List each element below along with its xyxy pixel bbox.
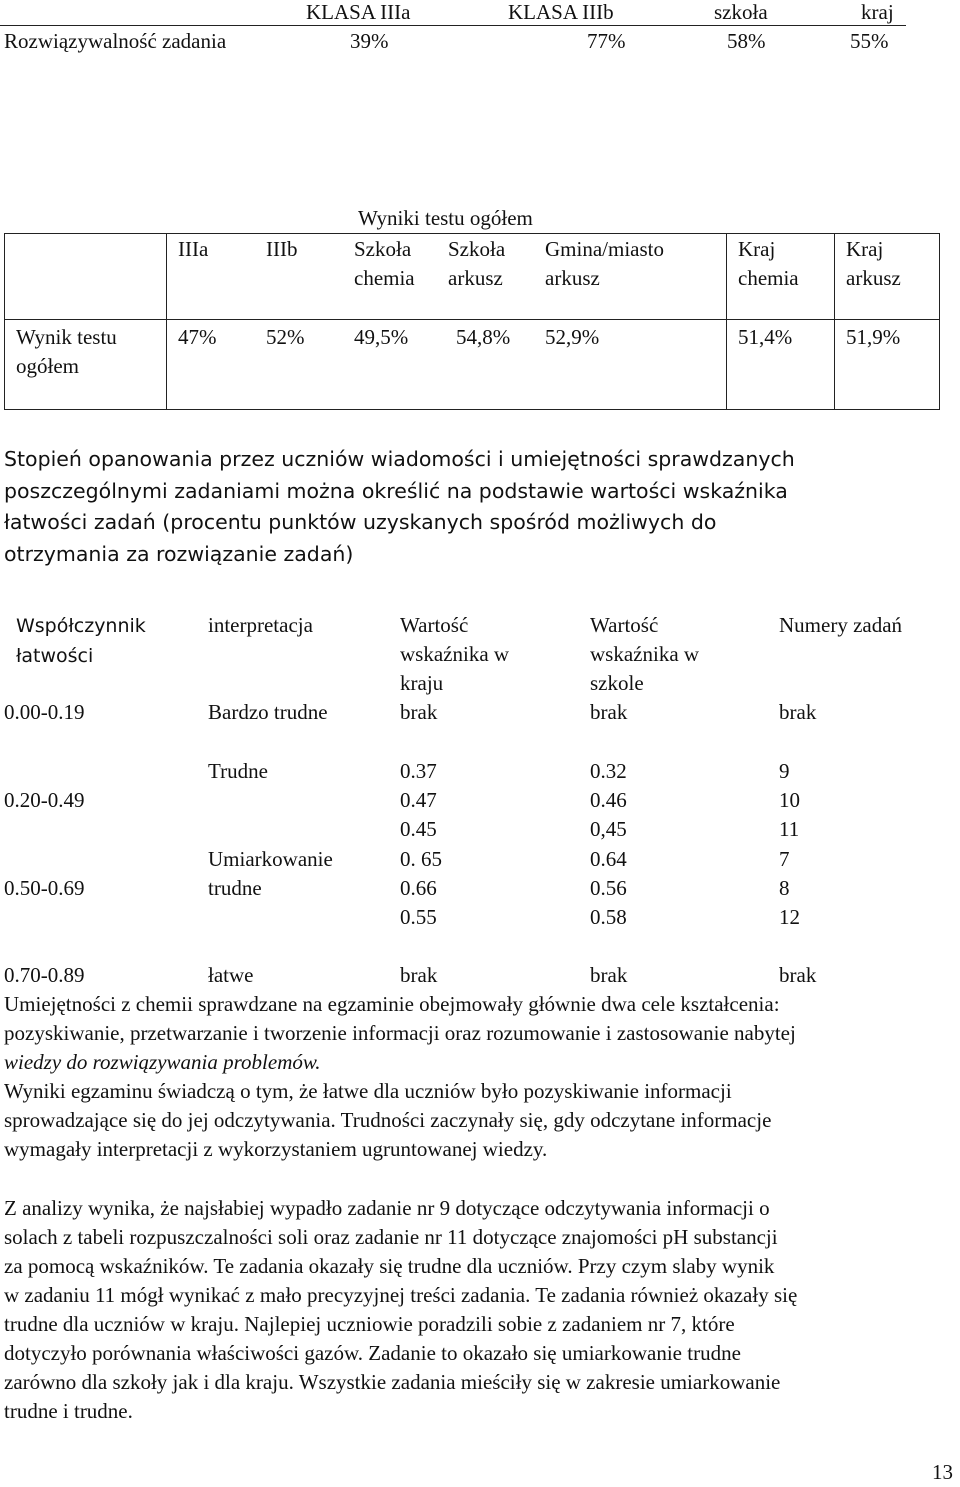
school-value: brak (590, 963, 628, 987)
header-szkola-chemia: Szkoła chemia (354, 237, 415, 290)
country-value: brak (400, 700, 438, 724)
result-kraj-chemia: 51,4% (738, 325, 793, 349)
top-table-divider (0, 25, 906, 26)
range-0-20: 0.20-0.49 (4, 788, 85, 812)
row-label-rozwiazywalnosc: Rozwiązywalność zadania (4, 29, 227, 53)
results-border-right (939, 233, 940, 410)
italic-line: wiedzy do rozwiązywania problemów. (4, 1050, 321, 1074)
intro-paragraph: Stopień opanowania przez uczniów wiadomości i umiejętności sprawdzanych poszczególnymi zadaniami można określić na podstawie wartości wskaźnika łatwości zadań (procentu punktów uzyskanych spośród możliwych do otrzymania za rozwiązanie zadań) (4, 447, 795, 566)
interp-trudne: Trudne (208, 759, 268, 783)
value-iiia: 39% (350, 29, 389, 53)
results-border-left (4, 233, 5, 410)
task-numbers: brak (779, 700, 817, 724)
header-numery-zadan: Numery zadań (779, 613, 903, 637)
school-values: 0.64 0.56 0.58 (590, 847, 627, 929)
interp-umiarkowanie-trudne: Umiarkowanie trudne (208, 847, 333, 900)
results-border-top (4, 233, 940, 234)
skills-paragraph: Umiejętności z chemii sprawdzane na egzaminie obejmowały głównie dwa cele kształcenia: pozyskiwanie, przetwarzanie i tworzenie informacji oraz rozumowanie i zastosowanie nabytej wiedzy do rozwiązywania problemów. Wyniki egzaminu świadczą o tym, że łatwe dla uczniów było pozyskiwanie informacji sprowadzające się do jej odczytywania. Trudności zaczynały się, gdy odczytane informacje wymagały interpretacji z wykorzystaniem ugruntowanej wiedzy. (4, 990, 954, 1164)
header-iiib: IIIb (266, 237, 298, 261)
school-values: 0.32 0.46 0,45 (590, 759, 627, 841)
range-0-00: 0.00-0.19 (4, 700, 85, 724)
task-numbers: 7 8 12 (779, 847, 800, 929)
interp-latwe: łatwe (208, 963, 254, 987)
header-wartosc-kraju: Wartość wskaźnika w kraju (400, 613, 510, 695)
results-col-divider (834, 233, 835, 410)
interp-bardzo-trudne: Bardzo trudne (208, 700, 328, 724)
header-gmina-arkusz: Gmina/miasto arkusz (545, 237, 664, 290)
results-col-divider (726, 233, 727, 410)
header-interpretacja: interpretacja (208, 613, 313, 637)
header-szkola-arkusz: Szkoła arkusz (448, 237, 506, 290)
value-iiib: 77% (587, 29, 626, 53)
header-kraj-arkusz: Kraj arkusz (846, 237, 901, 290)
results-table-title: Wyniki testu ogółem (358, 206, 533, 230)
country-values: 0.37 0.47 0.45 (400, 759, 437, 841)
page-number: 13 (932, 1460, 953, 1484)
header-wartosc-szkole: Wartość wskaźnika w szkole (590, 613, 700, 695)
task-numbers: brak (779, 963, 817, 987)
results-border-bottom (4, 409, 940, 410)
header-klasa-iiib: KLASA IIIb (508, 0, 614, 24)
result-szkola-chemia: 49,5% (354, 325, 409, 349)
range-0-70: 0.70-0.89 (4, 963, 85, 987)
header-kraj-chemia: Kraj chemia (738, 237, 799, 290)
country-values: 0. 65 0.66 0.55 (400, 847, 442, 929)
value-kraj: 55% (850, 29, 889, 53)
results-col-divider (166, 233, 167, 410)
school-value: brak (590, 700, 628, 724)
header-klasa-iiia: KLASA IIIa (306, 0, 411, 24)
results-border-mid (4, 319, 940, 320)
range-0-50: 0.50-0.69 (4, 876, 85, 900)
result-gmina-arkusz: 52,9% (545, 325, 600, 349)
result-iiia: 47% (178, 325, 217, 349)
header-szkola: szkoła (714, 0, 768, 24)
task-numbers: 9 10 11 (779, 759, 800, 841)
country-value: brak (400, 963, 438, 987)
analysis-paragraph: Z analizy wynika, że najsłabiej wypadło zadanie nr 9 dotyczące odczytywania informacji o solach z tabeli rozpuszczalności soli oraz zadanie nr 11 dotyczące znajomości pH substancji za pomocą wskaźników. Te zadania okazały się trudne dla uczniów. Przy czym slaby wynik w zadaniu 11 mógł wynikać z mało precyzyjnej treści zadania. Te zadania również okazały się trudne dla uczniów w kraju. Najlepiej uczniowie poradzili sobie z zadaniem nr 7, które dotyczyło porównania właściwości gazów. Zadanie to okazało się umiarkowanie trudne zarówno dla szkoły jak i dla kraju. Wszystkie zadania mieściły się w zakresie umiarkowanie trudne i trudne. (4, 1196, 798, 1423)
result-kraj-arkusz: 51,9% (846, 325, 901, 349)
header-wspolczynnik: Współczynnik łatwości (16, 615, 146, 667)
header-iiia: IIIa (178, 237, 209, 261)
header-kraj: kraj (861, 0, 894, 24)
row-label-wynik-testu: Wynik testu ogółem (16, 325, 117, 378)
result-szkola-arkusz: 54,8% (456, 325, 511, 349)
result-iiib: 52% (266, 325, 305, 349)
value-szkola: 58% (727, 29, 766, 53)
